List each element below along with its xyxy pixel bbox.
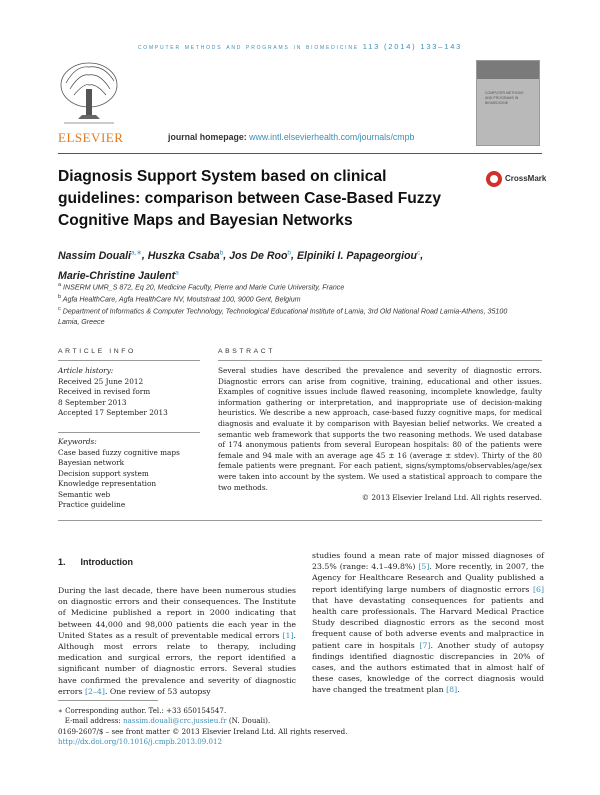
journal-citation: computer methods and programs in biomedicine 113 (2014) 133–143: [137, 42, 463, 51]
abstract-bottom-divider: [58, 520, 542, 521]
body-text-left-column: During the last decade, there have been numerous studies on diagnostic errors and their consequences. The Institute of Medicine published a report in 2000 indicating that between 44,000 and 98,000 patients die each year in the United States as a result of preventable medical errors [1]. Although most errors relate to therapy, including medication and surgical errors, the report identified a significant number of diagnostic errors. Several studies have confirmed the prevalence and severity of diagnostic errors [2–4]. One review of 53 autopsy: [58, 586, 296, 696]
citation-link[interactable]: [6]: [532, 584, 544, 594]
article-title: Diagnosis Support System based on clinical guidelines: comparison between Case-Based Fuzzy Cognitive Maps and Bayesian Networks: [58, 168, 442, 229]
doi-link[interactable]: http://dx.doi.org/10.1016/j.cmpb.2013.09.012: [58, 737, 223, 747]
journal-homepage: journal homepage: www.intl.elsevierhealth.com/journals/cmpb: [168, 132, 415, 142]
keywords: Keywords: Case based fuzzy cognitive maps Bayesian network Decision support system Knowledge representation Semantic web Practice guideline: [58, 437, 180, 509]
keyword: Practice guideline: [58, 500, 126, 509]
section-heading-introduction: 1. Introduction: [58, 557, 134, 567]
affiliation: $^a$ INSERM UMR_S 872, Eq 20, Medicine Faculty, Pierre and Marie Curie University, France: [58, 282, 345, 292]
author-list: Nassim Douali$^{a,∗}$, Huszka Csaba$^b$, Jos De Roo$^b$, Elpiniki I. Papageorgiou$^c$, Marie-Christine Jaulent$^a$: [58, 249, 424, 283]
corresponding-author-note: ∗ Corresponding author. Tel.: +33 650154547.: [58, 706, 227, 715]
author[interactable]: Huszka Csaba$^b$: [147, 249, 224, 262]
history-divider: [58, 432, 200, 433]
publisher-name: ELSEVIER: [58, 130, 124, 145]
citation-link[interactable]: [8]: [446, 685, 458, 695]
article-history: Article history: Received 25 June 2012 Received in revised form 8 September 2013 Accepted 17 September 2013: [58, 366, 168, 417]
article-info-divider: [58, 360, 200, 361]
abstract-divider: [218, 360, 542, 361]
article-info-heading: ARTICLE INFO: [58, 348, 136, 355]
cover-title: COMPUTER METHODS AND PROGRAMS IN BIOMEDICINE: [485, 91, 524, 105]
citation-link[interactable]: [2–4]: [84, 686, 105, 696]
keyword: Decision support system: [58, 468, 149, 478]
footnotes: [58, 706, 538, 748]
citation-link[interactable]: [7]: [419, 640, 431, 650]
citation-link[interactable]: [5]: [418, 562, 430, 572]
keyword: Case based fuzzy cognitive maps: [58, 447, 180, 457]
email-link[interactable]: nassim.douali@crc.jussieu.fr: [123, 716, 227, 726]
keyword: Bayesian network: [58, 458, 125, 467]
citation-link[interactable]: [1]: [282, 630, 294, 640]
issn-line: 0169-2607/$ – see front matter © 2013 Elsevier Ireland Ltd. All rights reserved.: [58, 726, 348, 736]
author[interactable]: Elpiniki I. Papageorgiou$^c$: [296, 249, 421, 262]
body-text-right-column: studies found a mean rate of major missed diagnoses of 23.5% (range: 4.1–49.8%) [5]. More recently, in 2007, the Agency for Healthcare Research and Quality published a report identifying large numbers of diagnostic errors [6] that have devastating consequences for patients and health care professionals. The Harvard Medical Practice Study described diagnostic errors as the second most frequent cause of both adverse events and malpractice in patient care in hospitals [7]. Another study of autopsy findings identified diagnostic discrepancies in 20% of cases, and the authors estimated that in almost half of these cases, knowledge of the correct diagnosis would have changed the treatment plan [8].: [312, 551, 545, 695]
abstract-heading: ABSTRACT: [218, 348, 276, 355]
email-note: E-mail address: nassim.douali@crc.jussieu.fr (N. Douali).: [64, 716, 271, 726]
keyword: Knowledge representation: [58, 479, 157, 488]
author[interactable]: Nassim Douali$^{a,∗}$: [58, 249, 142, 262]
crossmark-badge[interactable]: CrossMark: [486, 171, 556, 189]
keyword: Semantic web: [58, 489, 111, 499]
author[interactable]: Marie-Christine Jaulent$^a$: [58, 269, 179, 283]
journal-cover-thumbnail[interactable]: [476, 60, 540, 146]
footnote-divider: [58, 700, 158, 701]
affiliation: $^c$ Department of Informatics & Computer Technology, Technological Educational Institute of Lamia, 3rd Old National Road Lamia-Athens, 35100 Lamia, Greece: [58, 306, 508, 327]
author[interactable]: Jos De Roo$^b$: [229, 249, 292, 262]
header-divider: [58, 153, 542, 154]
elsevier-tree-logo: [56, 59, 122, 129]
journal-homepage-link[interactable]: www.intl.elsevierhealth.com/journals/cmpb: [249, 132, 415, 142]
affiliation: $^b$ Agfa HealthCare, Agfa HealthCare NV, Moutstraat 100, 9000 Gent, Belgium: [58, 294, 301, 304]
abstract-text: Several studies have described the prevalence and severity of diagnostic errors. Diagnostic errors can arise from cognitive, training, educational and other issues. Examples of cognitive issues include flawed reasoning, incomplete knowledge, faulty information gathering or interpretation, and inappropriate use of decision-making heuristics. We describe a new approach, case-based fuzzy cognitive maps, for medical diagnosis and evaluate it by comparison with Bayesian belief networks. We created a semantic web framework that supports the two reasoning methods. We used database of 174 anonymous patients from several European hospitals: 80 of the patients were female and 94 male with an average age 45 ± 16 (average ± stdev). Thirty of the 80 female patients were pregnant. For each patient, signs/symptoms/observables/age/sex were taken into account by the system. We used a statistical approach to compare the two methods. © 2013 Elsevier Ireland Ltd. All rights reserved.: [218, 366, 542, 503]
abstract-copyright: © 2013 Elsevier Ireland Ltd. All rights reserved.: [361, 493, 542, 503]
